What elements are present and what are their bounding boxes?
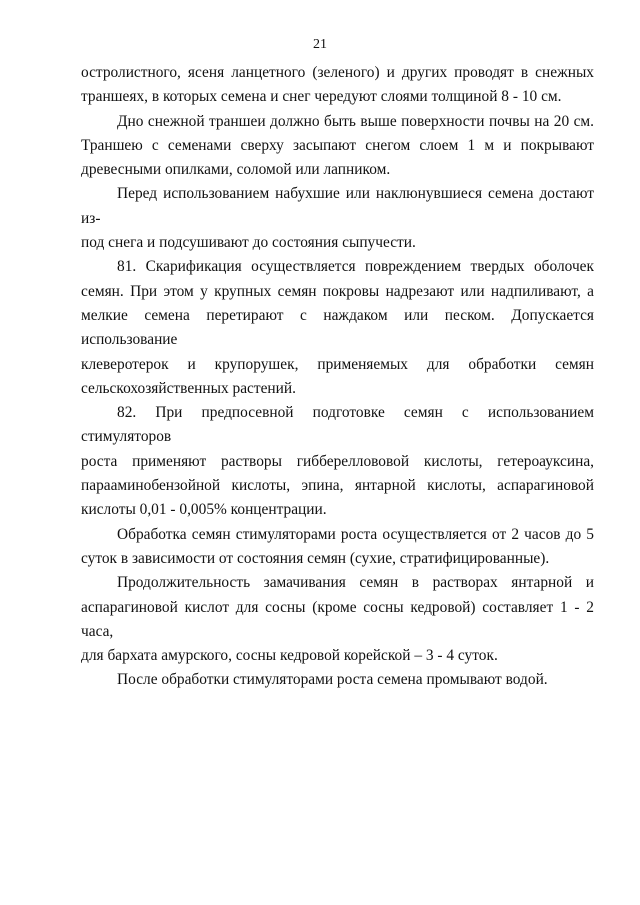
paragraph-4-line-4: клеверотерок и крупорушек, применяемых для обработки семян bbox=[81, 355, 594, 373]
paragraph-2-line-3: древесными опилками, соломой или лапником. bbox=[81, 161, 391, 179]
paragraph-5-line-4: кислоты 0,01 - 0,005% концентрации. bbox=[81, 501, 327, 519]
paragraph-7-line-2: аспарагиновой кислот для сосны (кроме сосны кедровой) составляет 1 - 2 часа, bbox=[81, 598, 594, 640]
paragraph-4-line-1: 81. Скарификация осуществляется повреждением твердых оболочек bbox=[117, 258, 594, 276]
paragraph-3-line-2: под снега и подсушивают до состояния сыпучести. bbox=[81, 234, 416, 252]
paragraph-5-line-2: роста применяют растворы гиббереллововой кислоты, гетероауксина, bbox=[81, 452, 594, 470]
paragraph-6-line-2: суток в зависимости от состояния семян (сухие, стратифицированные). bbox=[81, 549, 550, 567]
paragraph-1-line-1: остролистного, ясеня ланцетного (зеленого) и других проводят в снежных bbox=[81, 64, 594, 81]
paragraph-7-line-3: для бархата амурского, сосны кедровой корейской – 3 - 4 суток. bbox=[81, 647, 498, 665]
document-body bbox=[81, 61, 594, 693]
paragraph-2-line-1: Дно снежной траншеи должно быть выше поверхности почвы на 20 см. bbox=[117, 112, 594, 130]
paragraph-4-line-2: семян. При этом у крупных семян покровы надрезают или надпиливают, а bbox=[81, 282, 594, 300]
paragraph-6-line-1: Обработка семян стимуляторами роста осуществляется от 2 часов до 5 bbox=[117, 525, 594, 543]
page-number: 21 bbox=[313, 37, 327, 52]
paragraph-7-line-1: Продолжительность замачивания семян в растворах янтарной и bbox=[117, 574, 594, 592]
paragraph-4-line-5: сельскохозяйственных растений. bbox=[81, 379, 296, 397]
paragraph-5-line-1: 82. При предпосевной подготовке семян с использованием стимуляторов bbox=[81, 404, 594, 446]
paragraph-3-line-1: Перед использованием набухшие или наклюнувшиеся семена достают из- bbox=[81, 185, 594, 227]
paragraph-1-line-2: траншеях, в которых семена и снег чередуют слоями толщиной 8 - 10 см. bbox=[81, 88, 562, 106]
paragraph-5-line-3: парааминобензойной кислоты, эпина, янтарной кислоты, аспарагиновой bbox=[81, 477, 594, 495]
paragraph-8-line-1: После обработки стимуляторами роста семена промывают водой. bbox=[117, 671, 548, 689]
paragraph-2-line-2: Траншею с семенами сверху засыпают снегом слоем 1 м и покрывают bbox=[81, 136, 594, 154]
paragraph-4-line-3: мелкие семена перетирают с наждаком или песком. Допускается использование bbox=[81, 306, 594, 349]
